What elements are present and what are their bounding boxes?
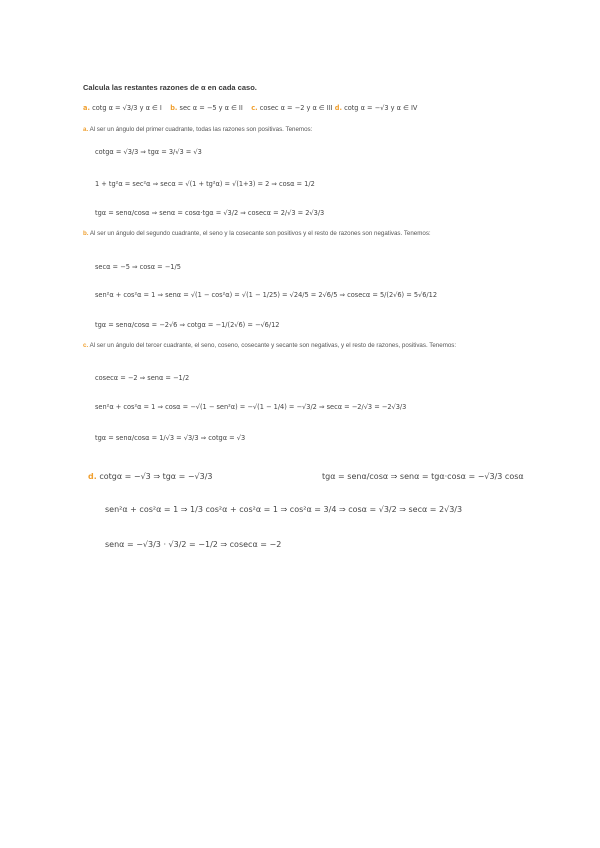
part-b-line2: sen²α + cos²α = 1 ⇒ senα = √(1 − cos²α) = √(1 − 1/25) = √24/5 = 2√6/5 ⇒ cosecα = 5/(2√6) = 5√6/12 [95, 291, 438, 299]
task-c-text: cosec α = −2 y α ∈ III [259, 104, 333, 112]
part-c-line3: tgα = senα/cosα = 1/√3 = √3/3 ⇒ cotgα = √3 [95, 434, 246, 442]
part-b-line3: tgα = senα/cosα = −2√6 ⇒ cotgα = −1/(2√6) = −√6/12 [95, 321, 280, 329]
part-c-intro [83, 342, 508, 350]
part-a-intro-text: Al ser un ángulo del primer cuadrante, todas las razones son positivas. Tenemos: [89, 126, 313, 133]
part-c-label: c. [83, 342, 89, 349]
part-b-line1: secα = −5 ⇒ cosα = −1/5 [95, 263, 181, 271]
part-d-line2: sen²α + cos²α = 1 ⇒ 1/3 cos²α + cos²α = 1 ⇒ cos²α = 3/4 ⇒ cosα = √3/2 ⇒ secα = 2√3/3 [105, 505, 463, 514]
task-b-text: sec α = −5 y α ∈ II [179, 104, 243, 112]
heading: Calcula las restantes razones de α en cada caso. [83, 83, 257, 92]
part-b-label: b. [83, 230, 89, 237]
part-d-line1-text: cotgα = −√3 ⇒ tgα = −√3/3 [99, 472, 213, 481]
task-a-text: cotg α = √3/3 y α ∈ I [92, 104, 162, 112]
task-b-label: b. [170, 104, 178, 112]
part-c-intro-text: Al ser un ángulo del tercer cuadrante, el seno, coseno, cosecante y secante son negativas, y el resto de razones, positivas. Tenemos: [89, 342, 457, 349]
part-d-line1 [88, 472, 213, 481]
task-list [83, 104, 417, 112]
part-a-intro [83, 126, 503, 134]
task-a-label: a. [83, 104, 90, 112]
part-d-line1-right: tgα = senα/cosα ⇒ senα = tgα·cosα = −√3/3 cosα [322, 472, 524, 481]
part-d-line3: senα = −√3/3 · √3/2 = −1/2 ⇒ cosecα = −2 [105, 540, 282, 549]
part-a-line2: 1 + tg²α = sec²α ⇒ secα = √(1 + tg²α) = √(1+3) = 2 ⇒ cosα = 1/2 [95, 180, 315, 188]
part-c-line2: sen²α + cos²α = 1 ⇒ cosα = −√(1 − sen²α) = −√(1 − 1/4) = −√3/2 ⇒ secα = −2/√3 = −2√3/3 [95, 403, 407, 411]
task-c-label: c. [251, 104, 258, 112]
task-d-label: d. [334, 104, 342, 112]
part-a-label: a. [83, 126, 89, 133]
part-a-line1: cotgα = √3/3 ⇒ tgα = 3/√3 = √3 [95, 148, 202, 156]
part-b-intro-text: Al ser un ángulo del segundo cuadrante, el seno y la cosecante son positivos y el resto de razones son negativas. Tenemos: [89, 230, 431, 237]
part-c-line1: cosecα = −2 ⇒ senα = −1/2 [95, 374, 190, 382]
part-a-line3: tgα = senα/cosα ⇒ senα = cosα·tgα = √3/2 ⇒ cosecα = 2/√3 = 2√3/3 [95, 209, 325, 217]
part-d-label: d. [88, 472, 97, 481]
part-b-intro [83, 230, 508, 238]
task-d-text: cotg α = −√3 y α ∈ IV [344, 104, 418, 112]
